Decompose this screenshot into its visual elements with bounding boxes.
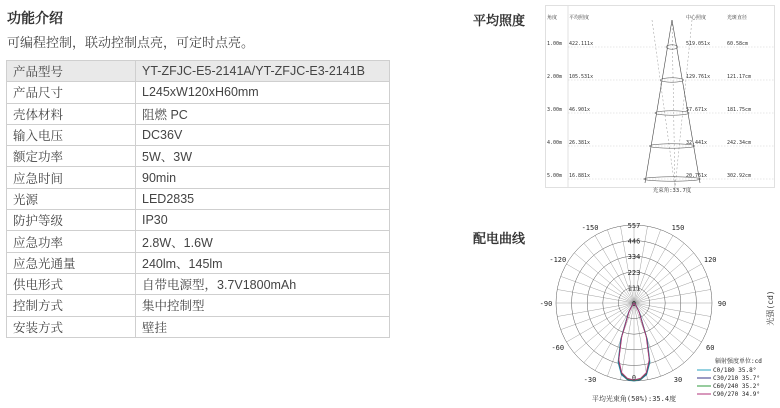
spec-row: [7, 231, 390, 252]
spec-row: [7, 146, 390, 167]
spec-row: [7, 316, 390, 337]
col-header: 中心照度: [686, 15, 707, 21]
spec-value: 5W、3W: [136, 146, 390, 167]
radial-tick-label: 557: [627, 222, 641, 230]
spec-label: 应急光通量: [7, 252, 136, 273]
spec-label: 供电形式: [7, 273, 136, 294]
spec-value: YT-ZFJC-E5-2141A/YT-ZFJC-E3-2141B: [136, 61, 390, 82]
intro-description: 可编程控制，联动控制点亮，可定时点亮。: [7, 35, 255, 50]
angle-label: 60: [705, 344, 715, 352]
legend-entry: C0/180 35.8°: [713, 367, 757, 374]
illuminance-center: 32.441x: [686, 140, 708, 146]
spec-label: 产品尺寸: [7, 82, 136, 103]
spec-row: [7, 295, 390, 316]
illuminance-diameter: 181.75cm: [727, 107, 752, 113]
legend-entry: C60/240 35.2°: [713, 383, 760, 390]
spec-label: 应急时间: [7, 167, 136, 188]
spec-row: [7, 188, 390, 209]
spec-value: 壁挂: [136, 316, 390, 337]
illuminance-diameter: 60.58cm: [727, 41, 749, 47]
spec-row: [7, 124, 390, 145]
spec-value: IP30: [136, 210, 390, 231]
intensity-axis-label: 光强(cd): [766, 290, 775, 326]
spec-row: [7, 273, 390, 294]
spec-row: [7, 210, 390, 231]
spec-row: [7, 82, 390, 103]
angle-label: -150: [581, 223, 599, 232]
illuminance-avg: 46.901x: [569, 107, 591, 113]
illuminance-diameter: 242.34cm: [727, 140, 752, 146]
radial-tick-label: 334: [627, 253, 641, 262]
legend-entry: C90/270 34.9°: [713, 391, 760, 398]
spec-value: 阻燃 PC: [136, 103, 390, 124]
radial-tick-label: 446: [627, 237, 641, 246]
illuminance-diameter: 302.92cm: [727, 173, 752, 179]
spec-value: 90min: [136, 167, 390, 188]
spec-table: [6, 60, 390, 338]
radial-tick-label: 0: [631, 300, 637, 308]
bottom-zero-label: 0: [631, 374, 637, 382]
spec-value: LED2835: [136, 188, 390, 209]
spec-label: 额定功率: [7, 146, 136, 167]
intro-title: 功能介绍: [7, 10, 63, 26]
beam-cone-left: [652, 20, 675, 188]
illuminance-distance: 5.00m: [547, 173, 563, 179]
spec-label: 光源: [7, 188, 136, 209]
spec-label: 输入电压: [7, 124, 136, 145]
spec-label: 产品型号: [7, 61, 136, 82]
beam-angle-label: 光束角:33.7度: [652, 188, 692, 194]
legend-entry: C30/210 35.7°: [713, 375, 760, 382]
spec-row: [7, 252, 390, 273]
radial-tick-label: 111: [627, 284, 641, 293]
angle-label: -30: [583, 376, 597, 385]
angle-label: 30: [673, 376, 683, 385]
angle-label: -90: [539, 300, 553, 308]
angle-label: 150: [671, 223, 685, 232]
cone-edge-left: [645, 20, 672, 183]
illuminance-avg: 16.881x: [569, 173, 591, 179]
col-header: 平均照度: [569, 15, 590, 21]
angle-label: -60: [551, 344, 565, 352]
illuminance-center: 129.761x: [686, 74, 711, 80]
spec-value: 集中控制型: [136, 295, 390, 316]
spec-label: 壳体材料: [7, 103, 136, 124]
spec-label: 安装方式: [7, 316, 136, 337]
illuminance-center: 20.761x: [686, 173, 708, 179]
illuminance-avg: 422.111x: [569, 41, 594, 47]
illuminance-avg: 26.381x: [569, 140, 591, 146]
illuminance-section-title: 平均照度: [473, 13, 526, 28]
illuminance-avg: 105.531x: [569, 74, 594, 80]
illuminance-chart: [545, 5, 775, 193]
illuminance-center: 519.051x: [686, 41, 711, 47]
spec-row: [7, 103, 390, 124]
col-header: 光斑直径: [727, 15, 748, 21]
spec-label: 防护等级: [7, 210, 136, 231]
illuminance-distance: 4.00m: [547, 140, 563, 146]
illuminance-diameter: 121.17cm: [727, 74, 752, 80]
polar-chart: [539, 218, 780, 408]
spec-value: L245xW120xH60mm: [136, 82, 390, 103]
spec-value: 240lm、145lm: [136, 252, 390, 273]
beam-angle-footer: 平均光束角(50%):35.4度: [591, 395, 677, 403]
spec-value: DC36V: [136, 124, 390, 145]
radial-tick-label: 223: [627, 268, 641, 277]
spec-header-row: [7, 61, 390, 82]
spec-value: 自带电源型，3.7V1800mAh: [136, 273, 390, 294]
spec-row: [7, 167, 390, 188]
col-header: 角度: [547, 15, 558, 21]
illuminance-frame: [546, 6, 775, 188]
spec-label: 控制方式: [7, 295, 136, 316]
illuminance-center: 57.671x: [686, 107, 708, 113]
angle-label: -120: [549, 256, 567, 264]
illuminance-distance: 3.00m: [547, 107, 563, 113]
polar-section-title: 配电曲线: [473, 231, 526, 246]
illuminance-distance: 1.00m: [547, 41, 563, 47]
angle-label: 90: [717, 300, 727, 308]
legend-title: 辐射强度单位:cd: [715, 358, 762, 365]
illuminance-distance: 2.00m: [547, 74, 563, 80]
beam-spot-ellipse: [655, 111, 689, 115]
spec-label: 应急功率: [7, 231, 136, 252]
angle-label: 120: [703, 256, 717, 264]
spec-value: 2.8W、1.6W: [136, 231, 390, 252]
beam-cone-center: [672, 20, 675, 188]
